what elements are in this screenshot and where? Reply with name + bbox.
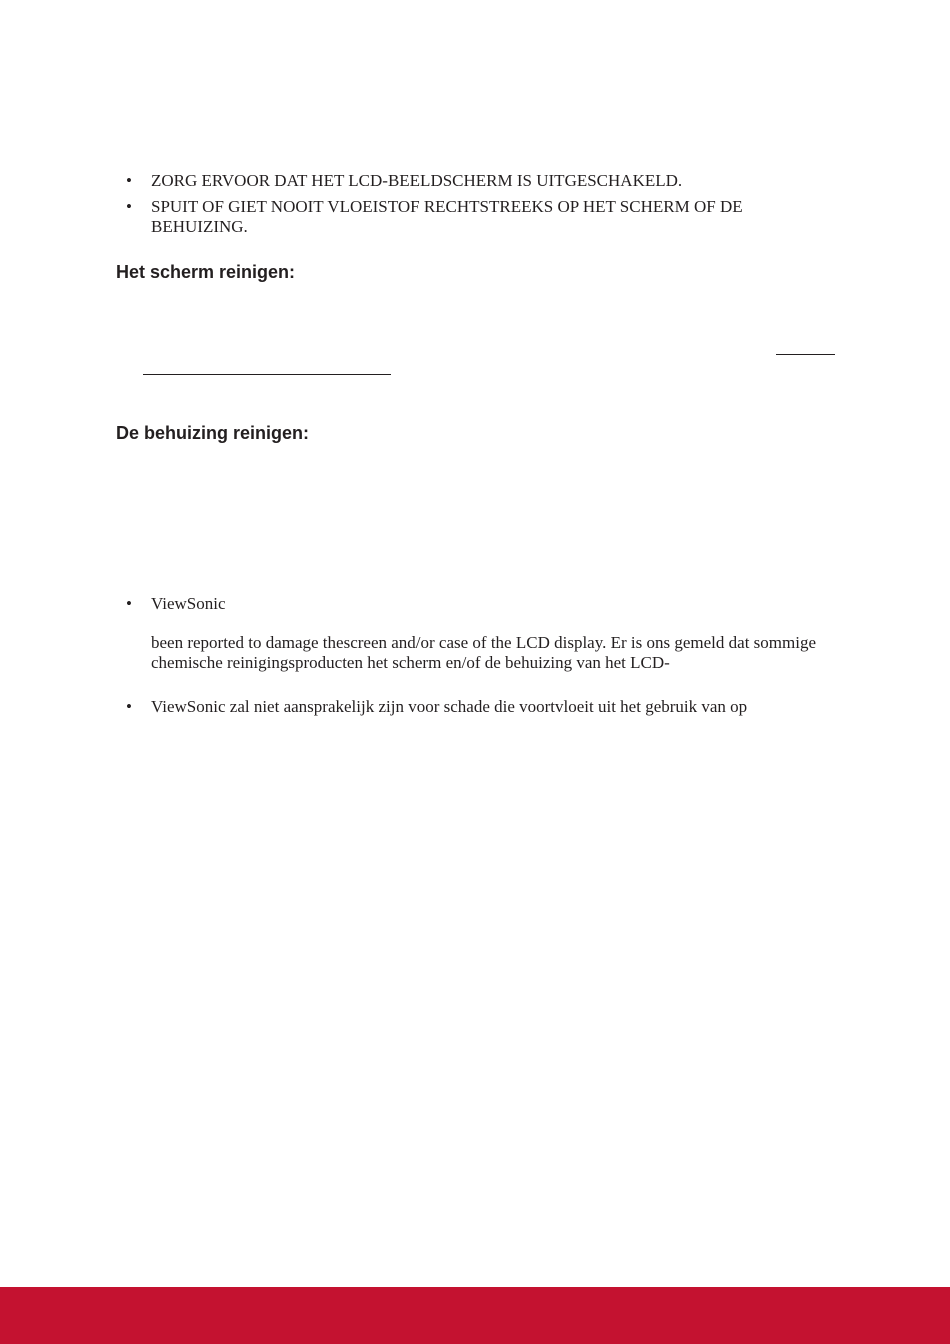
section-heading-screen: Het scherm reinigen: — [116, 262, 296, 282]
disclaimer-brand-label: ViewSonic — [151, 594, 226, 613]
bullet-marker: • — [126, 171, 132, 190]
underline-rule — [143, 374, 391, 375]
bullet-marker: • — [126, 197, 132, 216]
section-heading-case: De behuizing reinigen: — [116, 423, 310, 443]
warning-item-no-liquid: SPUIT OF GIET NOOIT VLOEISTOF RECHTSTREEKS OP HET SCHERM OF DE BEHUIZING. — [151, 197, 743, 236]
bullet-marker: • — [126, 697, 132, 716]
disclaimer-liability: ViewSonic zal niet aansprakelijk zijn voor schade die voortvloeit uit het gebruik van op — [151, 697, 748, 716]
footer-bar — [0, 1287, 950, 1344]
bullet-marker: • — [126, 594, 132, 613]
underline-rule — [776, 354, 835, 355]
disclaimer-chemical-warning: been reported to damage thescreen and/or case of the LCD display. Er is ons gemeld dat sommige chemische reinigingsproducten het scherm en/of de behuizing van het LCD- — [151, 633, 816, 672]
warning-item-power-off: ZORG ERVOOR DAT HET LCD-BEELDSCHERM IS UITGESCHAKELD. — [151, 171, 683, 190]
